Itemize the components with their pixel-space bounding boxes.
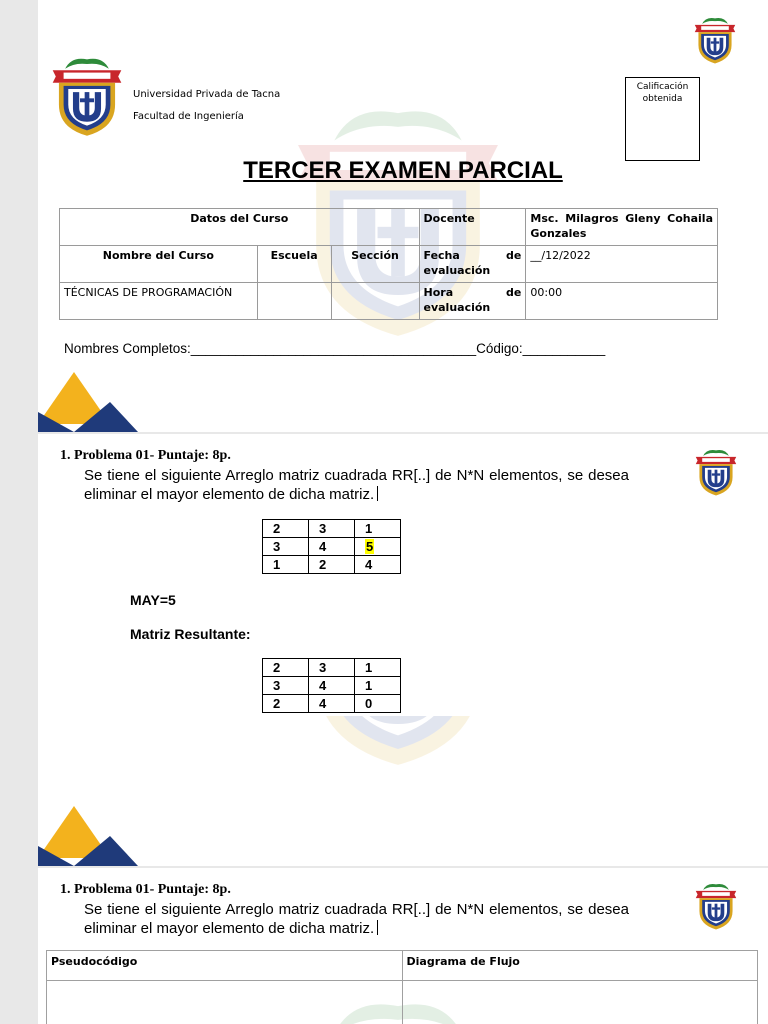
matrix-cell: 0 xyxy=(355,695,401,713)
university-crest-small-icon xyxy=(693,880,739,932)
matrix-cell: 3 xyxy=(263,677,309,695)
faculty-name: Facultad de Ingeniería xyxy=(133,111,244,122)
university-crest-small-icon xyxy=(692,14,738,66)
matrix-cell: 1 xyxy=(263,556,309,574)
matrix-cell: 1 xyxy=(355,677,401,695)
problem-text: Se tiene el siguiente Arreglo matriz cuadrada RR[..] de N*N elementos, se desea eliminar el mayor elemento de dicha matriz. xyxy=(84,467,629,503)
problem-text: Se tiene el siguiente Arreglo matriz cuadrada RR[..] de N*N elementos, se desea eliminar el mayor elemento de dicha matriz. xyxy=(84,901,629,937)
university-name: Universidad Privada de Tacna xyxy=(133,89,281,100)
matrix-cell: 4 xyxy=(309,538,355,556)
matrix-cell: 1 xyxy=(355,659,401,677)
original-matrix xyxy=(262,519,401,574)
university-crest-icon xyxy=(48,42,126,150)
course-name-label: Nombre del Curso xyxy=(60,246,258,283)
docente-value: Msc. Milagros Gleny Cohaila Gonzales xyxy=(526,209,718,246)
matrix-cell: 4 xyxy=(355,556,401,574)
matrix-cell: 2 xyxy=(263,659,309,677)
time-label: Hora de evaluación xyxy=(419,283,526,320)
university-crest-small-icon xyxy=(693,446,739,498)
section-value xyxy=(331,283,419,320)
max-value-highlight: 5 xyxy=(366,538,374,554)
exam-title-wrap xyxy=(38,157,768,185)
course-name-value: TÉCNICAS DE PROGRAMACIÓN xyxy=(60,283,258,320)
problem-heading: 1. Problema 01- Puntaje: 8p. xyxy=(60,448,231,463)
matrix-cell: 3 xyxy=(263,538,309,556)
section-label: Sección xyxy=(331,246,419,283)
matrix-cell: 1 xyxy=(355,520,401,538)
course-info-table xyxy=(59,208,718,320)
docente-label: Docente xyxy=(419,209,526,246)
corner-decoration-icon xyxy=(38,806,138,866)
problem-page xyxy=(38,434,768,866)
matrix-cell: 2 xyxy=(263,520,309,538)
pseudocode-area[interactable] xyxy=(47,981,403,1024)
flowchart-header: Diagrama de Flujo xyxy=(402,951,758,981)
matrix-cell: 2 xyxy=(309,556,355,574)
text-cursor-icon xyxy=(377,486,378,501)
grade-box-label: Calificación obtenida xyxy=(636,82,689,104)
text-cursor-icon xyxy=(377,920,378,935)
matrix-cell: 2 xyxy=(263,695,309,713)
problem-text-wrap xyxy=(84,466,629,504)
problem-text-wrap xyxy=(84,900,629,938)
problem-heading: 1. Problema 01- Puntaje: 8p. xyxy=(60,882,231,897)
result-matrix xyxy=(262,658,401,713)
exam-title: TERCER EXAMEN PARCIAL xyxy=(243,157,563,184)
max-label: MAY=5 xyxy=(130,592,176,608)
grade-box xyxy=(625,77,700,161)
solution-table xyxy=(46,950,758,1024)
school-label: Escuela xyxy=(257,246,331,283)
date-label: Fecha de evaluación xyxy=(419,246,526,283)
matrix-cell: 3 xyxy=(309,520,355,538)
corner-decoration-icon xyxy=(38,372,138,432)
flowchart-area[interactable] xyxy=(402,981,758,1024)
matrix-cell: 4 xyxy=(309,695,355,713)
matrix-cell: 4 xyxy=(309,677,355,695)
matrix-cell: 3 xyxy=(309,659,355,677)
result-matrix-label: Matriz Resultante: xyxy=(130,626,251,642)
pseudocode-header: Pseudocódigo xyxy=(47,951,403,981)
time-value: 00:00 xyxy=(526,283,718,320)
solution-page xyxy=(38,868,768,1024)
matrix-cell-max xyxy=(355,538,401,556)
exam-cover-page xyxy=(38,0,768,432)
student-names-line: Nombres Completos:______________________________________Código:___________ xyxy=(64,341,606,356)
course-data-header: Datos del Curso xyxy=(60,209,420,246)
date-value: __/12/2022 xyxy=(526,246,718,283)
school-value xyxy=(257,283,331,320)
